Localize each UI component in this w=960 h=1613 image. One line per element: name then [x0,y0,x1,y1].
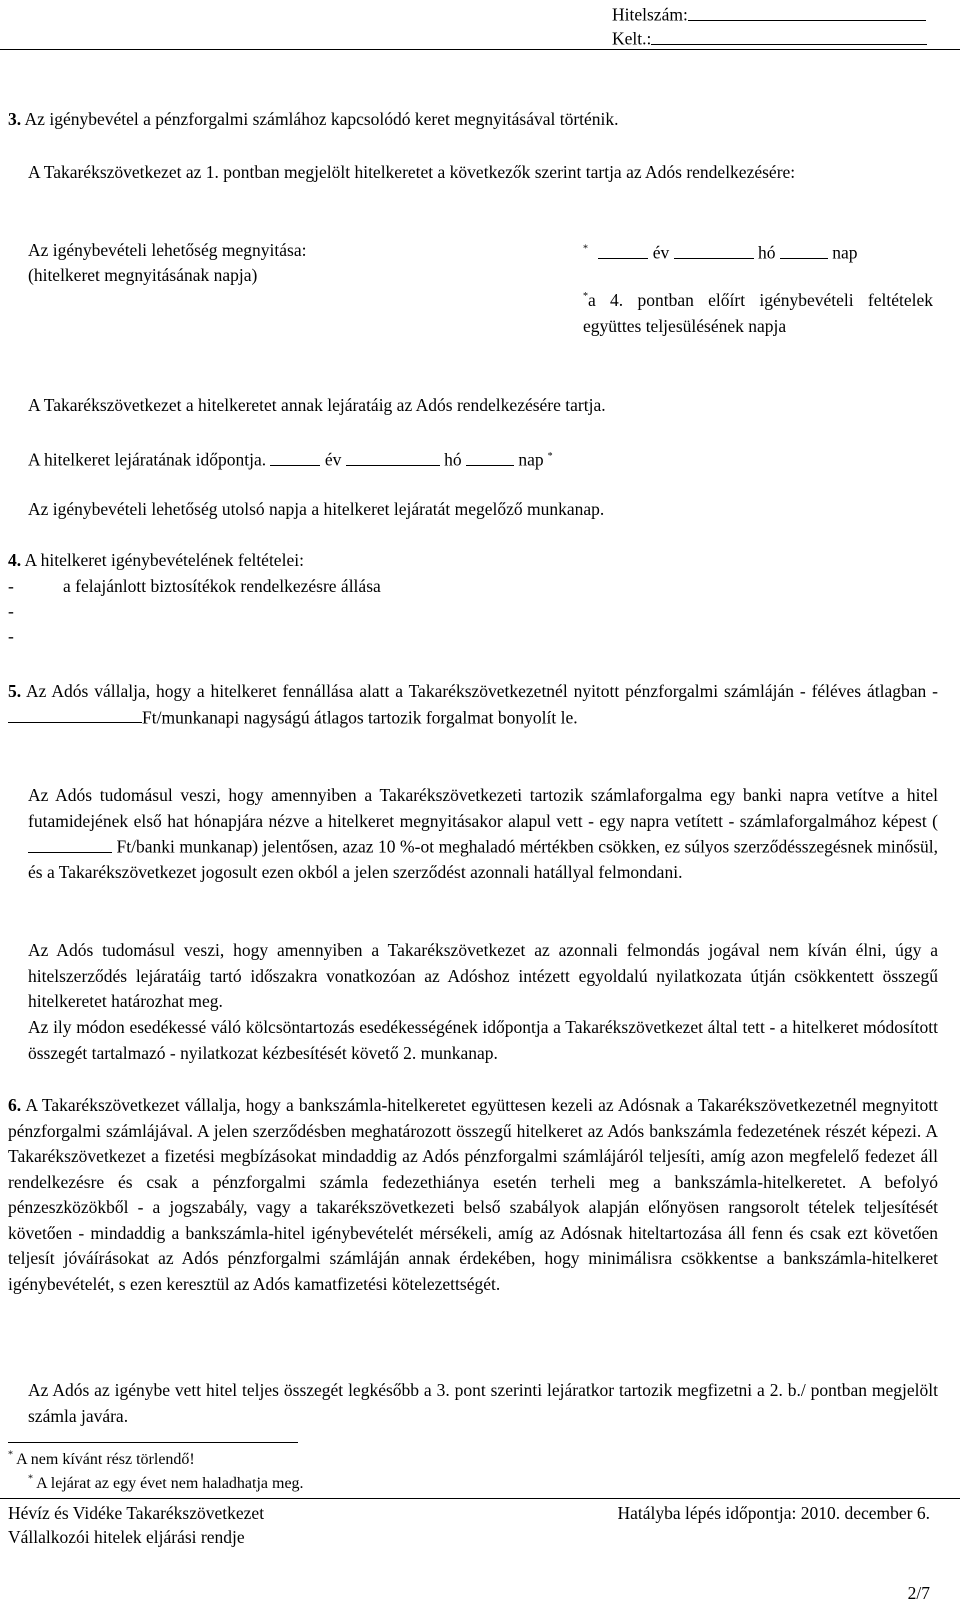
footnote-2-text: A lejárat az egy évet nem haladhatja meg. [36,1475,304,1492]
footnote-marker: * [8,1449,13,1461]
section-5-p1-text-a: Az Adós vállalja, hogy a hitelkeret fennállása alatt a Takarékszövetkezetnél nyitott pénzforgalmi számláján - féléves átlagban - [26,681,938,701]
header-kelt [612,26,942,50]
page-number: 2/7 [907,1583,930,1603]
section-4-item [8,601,14,622]
footer-effective: Hatályba lépés időpontja: 2010. december 6. [617,1503,930,1523]
section-6-p2: Az Adós az igénybe vett hitel teljes összegét legkésőbb a 3. pont szerinti lejáratkor tartozik megfizetni a 2. b./ pontban megjelölt számla javára. [28,1380,938,1426]
opening-alternative [583,288,933,339]
list-dash: - [8,576,14,596]
header-hitelszam [612,2,942,26]
section-3-p1: A Takarékszövetkezet az 1. pontban megjelölt hitelkeretet a következők szerint tartja az Adós rendelkezésére: [28,162,796,182]
nap-label: nap [832,242,858,263]
turnover-amount-blank [8,705,142,724]
section-3-number: 3. [8,109,22,129]
footnote-rule [8,1442,298,1443]
section-6-number: 6. [8,1095,22,1115]
section-6-p1-text: A Takarékszövetkezet vállalja, hogy a bankszámla-hitelkeretet együttesen kezeli az Adósnak a Takarékszövetkezetnél megnyitott pénzforgalmi számlájával. A jelen szerződésben meghatározott összegű hitelkeret az Adós bankszámla fedezetének részét képezi. A Takarékszövetkezet a fizetési megbízásokat mindaddig az Adós pénzforgalmi számlájáról teljesíti, amíg azon megfelelő fedezet áll rendelkezésre és csak a pénzforgalmi számla fedezethiánya esetén terheli meg a bankszámla-hitelkeretet. A befolyó pénzeszközökből - a jogszabály, vagy a takarékszövetkezeti belső szabályok alapján előnyösen rangsorolt tételek teljesítését követően - mindaddig a bankszámla-hitel igénybevételét mérsékeli, amíg az Adósnak hiteltartozása áll fenn és csak ezt követően teljesít jóváírásokat az Adós pénzforgalmi számláján annak érdekében, hogy minimálisra csökkentse a bankszámla-hitelkeret igénybevételét, s ezen keresztül az Adós kamatfizetési kötelezettségét. [8,1095,938,1294]
ho-label: hó [758,242,776,263]
list-dash: - [8,626,14,646]
footer-org: Hévíz és Vidéke Takarékszövetkezet [8,1503,265,1523]
expiry-line [28,447,938,471]
section-5-p3: Az Adós tudomásul veszi, hogy amennyiben a Takarékszövetkezet az azonnali felmondás jogával nem kíván élni, úgy a hitelszerződés lejáratáig tartó időszakra vonatkozóan az Adóshoz intézett egyoldalú nyilatkozata útján csökkentett összegű hitelkeretet határozhat meg. [28,940,938,1011]
section-4-title [8,550,938,571]
opening-date-fields [583,240,943,264]
section-5-p4: Az ily módon esedékessé váló kölcsöntartozás esedékességének időpontja a Takarékszövetkezet által tett - a hitelkeret módosított összegét tartalmazó - nyilatkozat kézbesítését követő 2. munkanap. [28,1017,938,1063]
expiry-month-blank [346,447,440,466]
month-blank [674,240,754,259]
section-4-item [8,626,14,647]
hitelszam-label: Hitelszám: [612,4,688,25]
section-3-p3: Az igénybevételi lehetőség utolsó napja a hitelkeret lejáratát megelőző munkanap. [28,499,605,519]
footnote-marker: * [583,291,588,303]
footnote-marker: * [547,450,553,462]
expiry-day-blank [466,447,514,466]
section-3-p2: A Takarékszövetkezet a hitelkeretet annak lejáratáig az Adós rendelkezésére tartja. [28,395,606,415]
day-blank [780,240,828,259]
section-6-p1 [8,1093,938,1297]
section-3-title-text: Az igénybevétel a pénzforgalmi számlához kapcsolódó keret megnyitásával történik. [24,109,619,129]
ev-label: év [652,242,670,263]
section-5-p1-text-b: Ft/munkanapi nagyságú átlagos tartozik forgalmat bonyolít le. [142,707,578,727]
section-4-item [8,576,938,597]
opening-sublabel: (hitelkeret megnyitásának napja) [28,265,258,285]
opening-label: Az igénybevételi lehetőség megnyitása: [28,240,307,260]
footnote-marker: * [28,1473,33,1485]
expiry-label: A hitelkeret lejáratának időpontja. [28,449,267,470]
section-5-p2-text-a: Az Adós tudomásul veszi, hogy amennyiben a Takarékszövetkezeti tartozik számlaforgalma egy banki napra vetítve a hitel futamidejének első hat hónapjára nézve a hitelkeret megnyitásakor alapul vett - egy napra vetített - számlaforgalmához képest ( [28,785,938,831]
footnote-1 [8,1451,195,1469]
section-4-title-text: A hitelkeret igénybevételének feltételei: [24,550,304,570]
kelt-label: Kelt.: [612,28,652,49]
section-5-number: 5. [8,681,22,701]
section-4-number: 4. [8,550,22,570]
footnote-marker: * [583,243,588,255]
hitelszam-blank [688,2,926,21]
expiry-ev: év [324,449,342,470]
section-3-title [8,109,938,130]
opening-alternative-text: a 4. pontban előírt igénybevételi feltételek együttes teljesülésének napja [583,290,933,336]
expiry-ho: hó [444,449,462,470]
expiry-nap: nap [518,449,544,470]
header-rule [0,49,960,50]
footer-doc: Vállalkozói hitelek eljárási rendje [8,1527,245,1547]
footer-rule [0,1498,960,1499]
footnote-1-text: A nem kívánt rész törlendő! [16,1451,195,1468]
daily-turnover-blank [28,834,112,853]
kelt-blank [651,26,927,45]
expiry-year-blank [270,447,320,466]
section-4-item-text: a felajánlott biztosítékok rendelkezésre állása [63,576,381,596]
list-dash: - [8,601,14,621]
section-5-p2 [28,783,938,886]
footnote-2 [28,1475,304,1493]
section-5-p2-text-b: Ft/banki munkanap) jelentősen, azaz 10 %-ot meghaladó mértékben csökken, ez súlyos szerződésszegésnek minősül, és a Takarékszövetkezet jogosult ezen okból a jelen szerződést azonnali hatállyal felmondani. [28,836,938,882]
year-blank [598,240,648,259]
section-5-p1 [8,679,938,731]
